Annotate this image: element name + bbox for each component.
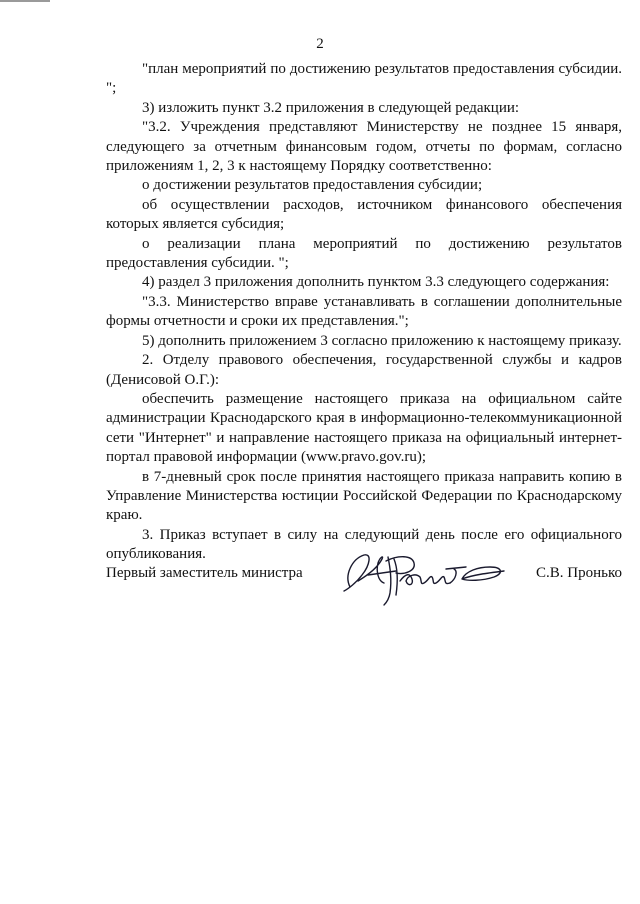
signature-block (106, 545, 622, 605)
signer-position: Первый заместитель министра (106, 565, 303, 581)
scan-edge-mark (0, 0, 50, 2)
paragraph-12: в 7-дневный срок после принятия настоящего приказа направить копию в Управление Министерства юстиции Российской Федерации по Краснодарскому краю. (106, 468, 622, 524)
paragraph-6: о реализации плана мероприятий по достижению результатов предоставления субсидии. "; (106, 235, 622, 272)
paragraph-9: 5) дополнить приложением 3 согласно приложению к настоящему приказу. (142, 332, 622, 349)
paragraph-11: обеспечить размещение настоящего приказа на официальном сайте администрации Краснодарского края в информационно-телекоммуникационной сети "Интернет" и направление настоящего приказа на официальный интернет-портал правовой информации (www.pravo.gov.ru); (106, 390, 622, 466)
paragraph-13: 3. Приказ вступает в силу на следующий день после его официального опубликования. (106, 526, 622, 563)
document-body (106, 60, 622, 565)
page-number: 2 (316, 36, 324, 52)
handwritten-signature (338, 545, 508, 607)
paragraph-10: 2. Отделу правового обеспечения, государственной службы и кадров (Денисовой О.Г.): (106, 352, 622, 388)
paragraph-3: "3.2. Учреждения представляют Министерству не позднее 15 января, следующего за отчетным финансовым годом, отчеты по формам, согласно приложениям 1, 2, 3 к настоящему Порядку соответственно: (106, 119, 622, 175)
paragraph-5: об осуществлении расходов, источником финансового обеспечения которых является субсидия; (106, 196, 622, 233)
paragraph-2: 3) изложить пункт 3.2 приложения в следующей редакции: (142, 99, 520, 116)
paragraph-8: "3.3. Министерство вправе устанавливать в соглашении дополнительные формы отчетности и сроки их представления."; (106, 293, 622, 330)
paragraph-7: 4) раздел 3 приложения дополнить пунктом 3.3 следующего содержания: (142, 274, 610, 291)
signer-name: С.В. Пронько (536, 565, 622, 581)
paragraph-4: о достижении результатов предоставления субсидии; (142, 177, 483, 194)
paragraph-1: "план мероприятий по достижению результатов предоставления субсидии. "; (106, 61, 622, 97)
